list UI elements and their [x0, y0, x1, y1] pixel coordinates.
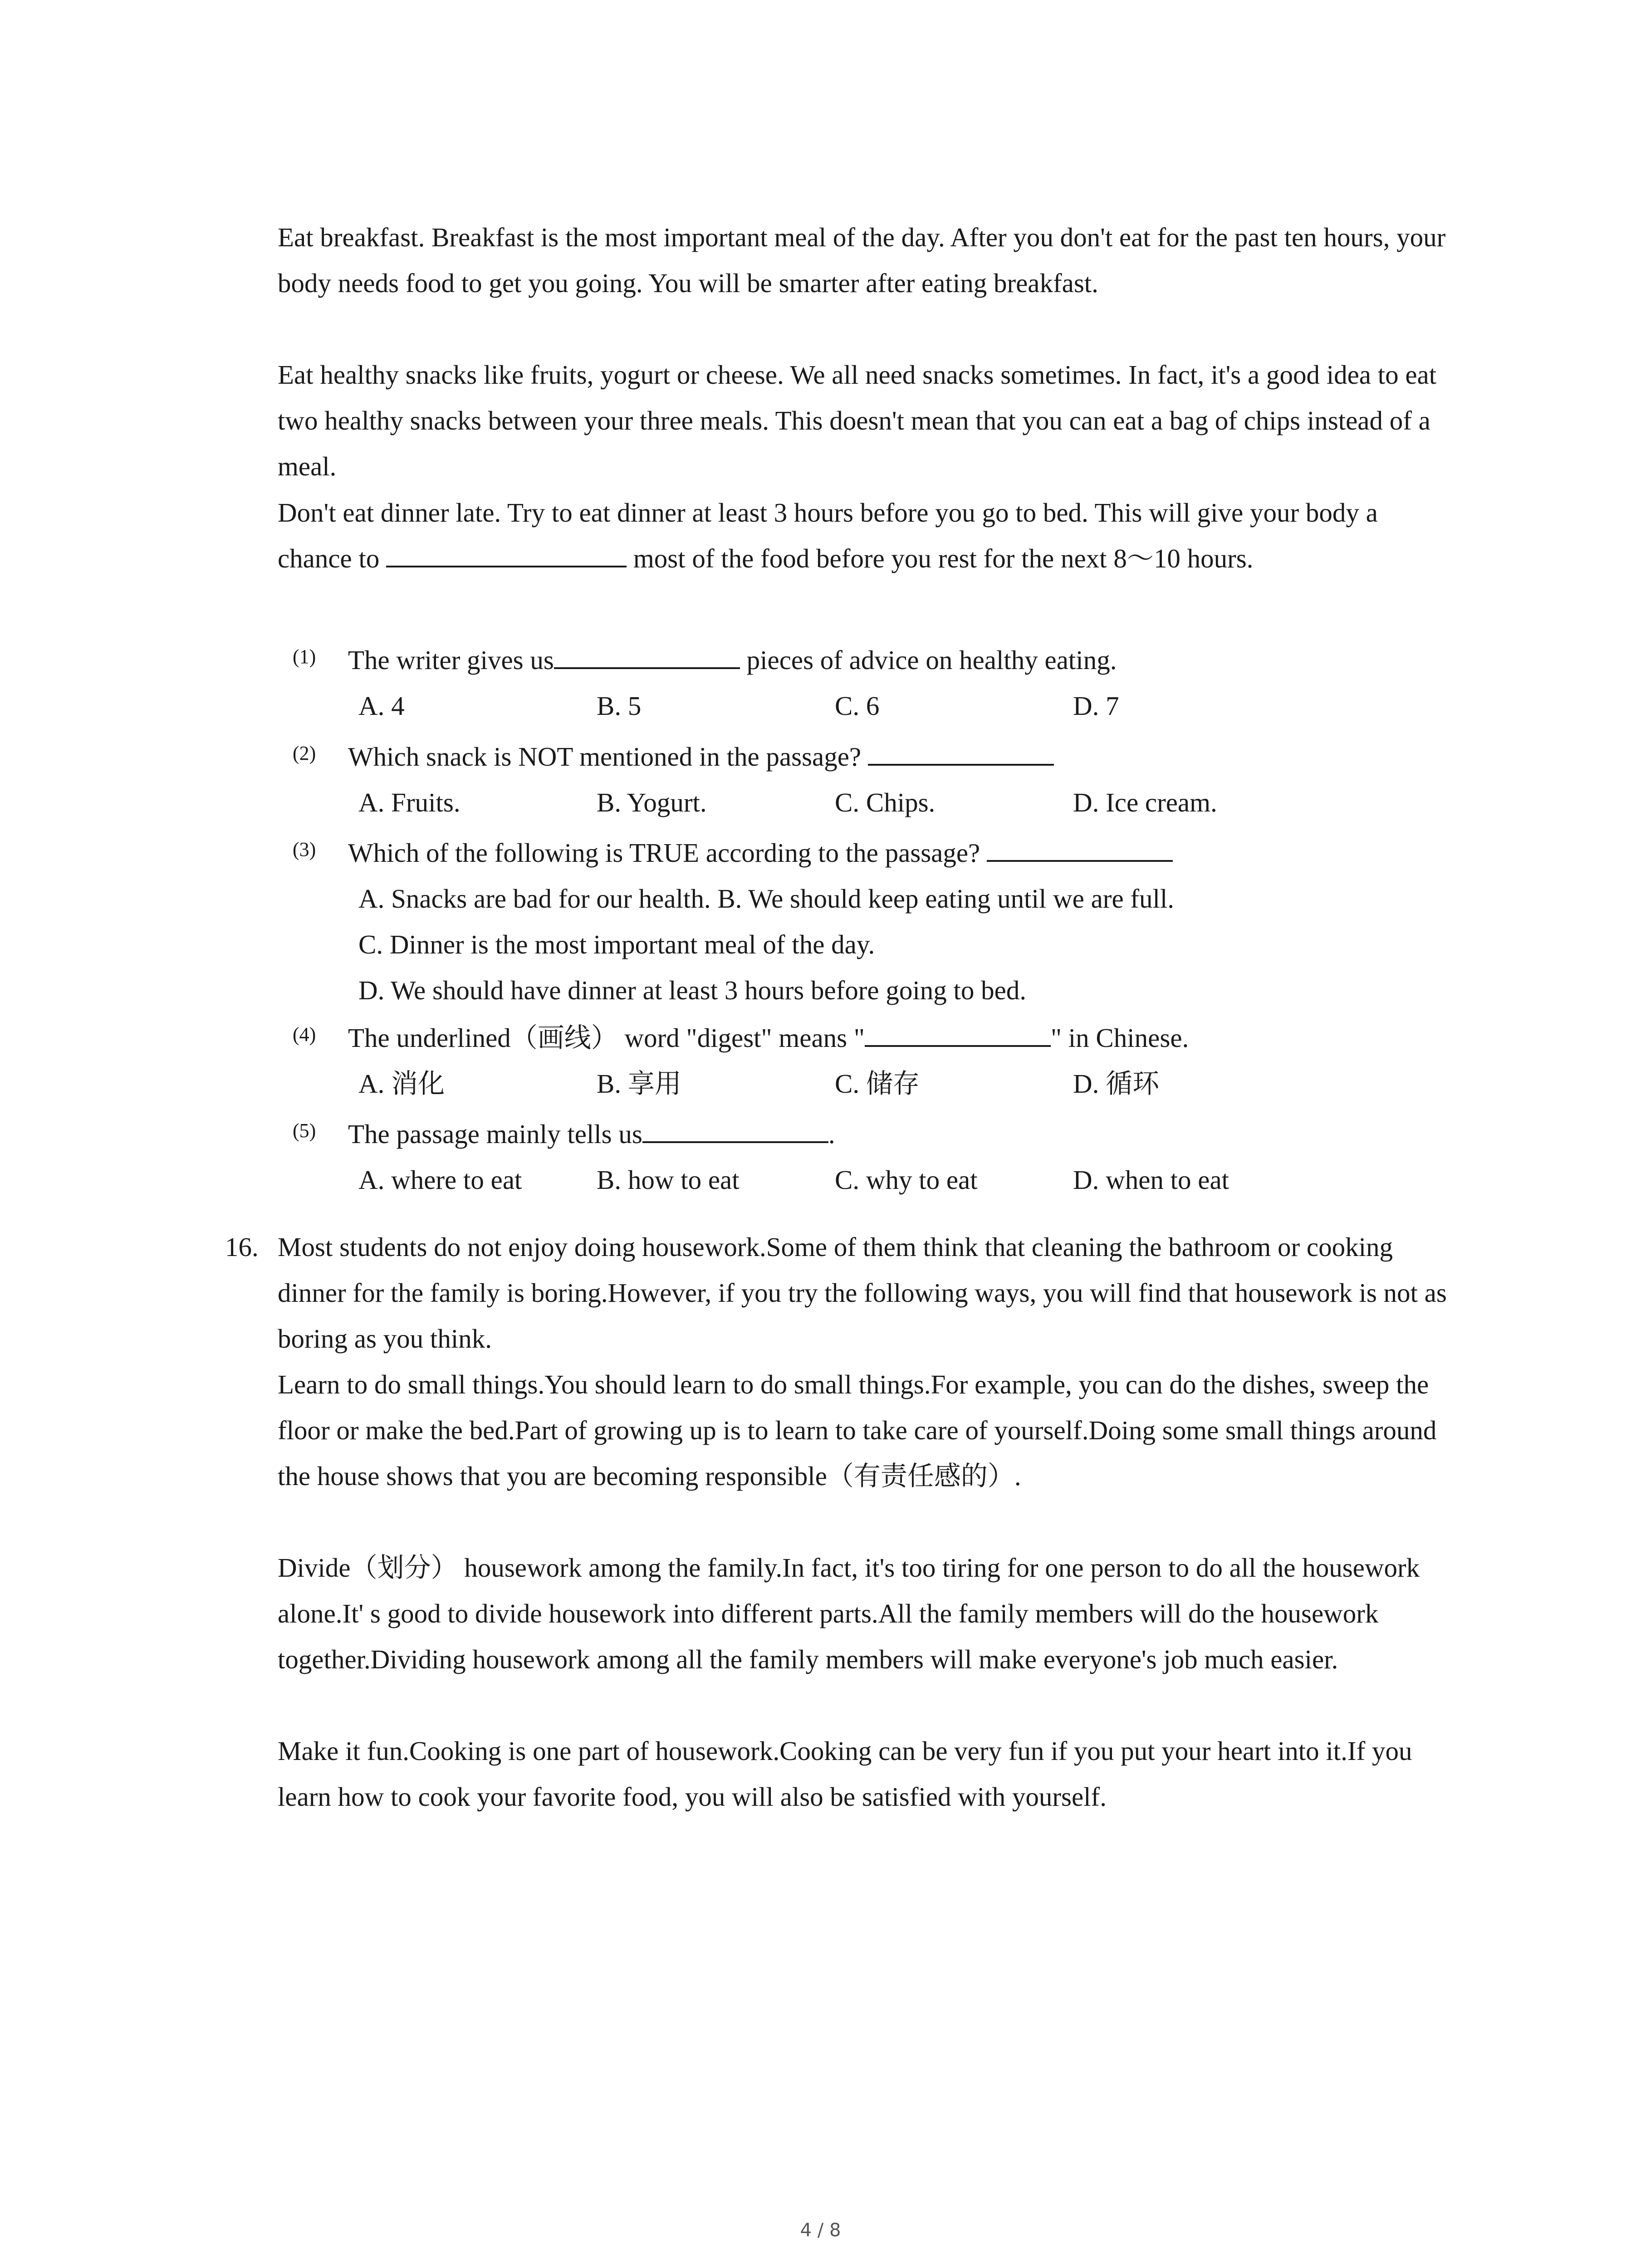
answer-blank[interactable]	[865, 1024, 1051, 1047]
question-text-part: The writer gives us	[348, 645, 554, 675]
option-a[interactable]: A. 消化	[358, 1069, 445, 1099]
option-a[interactable]: A. Fruits.	[358, 787, 460, 817]
passage-paragraph-snacks: Eat healthy snacks like fruits, yogurt or cheese. We all need snacks sometimes. In fact, it's a good idea to eat two healthy snacks between your three meals. This doesn't mean that you can eat a bag of chips instead of a meal.	[278, 360, 1437, 481]
question-text	[348, 1111, 835, 1157]
option-d[interactable]: D. when to eat	[1073, 1165, 1230, 1195]
question-text	[348, 734, 1054, 780]
answer-blank[interactable]	[642, 1120, 828, 1143]
option-d[interactable]: D. Ice cream.	[1073, 787, 1217, 817]
housework-paragraph-fun: Make it fun.Cooking is one part of housework.Cooking can be very fun if you put your heart into it.If you learn how to cook your favorite food, you will also be satisfied with yourself.	[278, 1736, 1412, 1812]
answer-blank[interactable]	[868, 743, 1054, 766]
question-text	[348, 1015, 1189, 1061]
option-c[interactable]: C. why to eat	[835, 1165, 978, 1195]
question-number: (3)	[293, 838, 316, 860]
question-number-16: 16.	[225, 1232, 259, 1262]
option-d[interactable]: D. 7	[1073, 691, 1119, 721]
question-text	[348, 830, 1173, 876]
option-row-c[interactable]: C. Dinner is the most important meal of the day.	[358, 929, 875, 959]
option-d[interactable]: D. 循环	[1073, 1069, 1160, 1099]
question-text-part: Which of the following is TRUE according to the passage?	[348, 838, 987, 868]
question-text-part: " in Chinese.	[1050, 1023, 1189, 1053]
passage-paragraph-dinner	[278, 490, 1457, 582]
option-row-d[interactable]: D. We should have dinner at least 3 hours before going to bed.	[358, 975, 1027, 1005]
option-b[interactable]: B. 5	[597, 691, 642, 721]
option-c[interactable]: C. Chips.	[835, 787, 936, 817]
passage-paragraph-breakfast: Eat breakfast. Breakfast is the most important meal of the day. After you don't eat for the past ten hours, your body needs food to get you going. You will be smarter after eating breakfast.	[278, 222, 1446, 298]
question-text-part: pieces of advice on healthy eating.	[740, 645, 1117, 675]
question-number: (5)	[293, 1119, 316, 1142]
option-c[interactable]: C. 6	[835, 691, 880, 721]
question-text-part: The underlined（画线） word "digest" means "	[348, 1023, 865, 1053]
housework-paragraph-small-things: Learn to do small things.You should learn to do small things.For example, you can do the dishes, sweep the floor or make the bed.Part of growing up is to learn to take care of yourself.Doing some small things around the house shows that you are becoming responsible（有责任感的）.	[278, 1369, 1437, 1491]
option-b[interactable]: B. how to eat	[597, 1165, 740, 1195]
question-text-part: Which snack is NOT mentioned in the passage?	[348, 742, 868, 772]
housework-paragraph-intro: Most students do not enjoy doing housework.Some of them think that cleaning the bathroom or cooking dinner for the family is boring.However, if you try the following ways, you will find that housework is not as boring as you think.	[278, 1232, 1447, 1354]
question-text-part: The passage mainly tells us	[348, 1119, 642, 1149]
option-a[interactable]: A. 4	[358, 691, 405, 721]
passage-text: most of the food before you rest for the next 8～10 hours.	[627, 543, 1254, 573]
question-text-part: .	[828, 1119, 835, 1149]
answer-blank[interactable]	[386, 545, 627, 567]
answer-blank[interactable]	[554, 646, 740, 669]
option-row-ab[interactable]: A. Snacks are bad for our health. B. We should keep eating until we are full.	[358, 884, 1175, 914]
option-c[interactable]: C. 储存	[835, 1069, 920, 1099]
question-text	[348, 637, 1117, 683]
option-b[interactable]: B. Yogurt.	[597, 787, 707, 817]
question-number: (2)	[293, 742, 316, 764]
option-a[interactable]: A. where to eat	[358, 1165, 522, 1195]
passage-text: Don't eat dinner late. Try to eat dinner at least 3 hours before you go to bed. This will give your body a chance to	[278, 498, 1378, 573]
question-number: (1)	[293, 645, 316, 668]
housework-paragraph-divide: Divide（划分） housework among the family.In fact, it's too tiring for one person to do all the housework alone.It' s good to divide housework into different parts.All the family members will do the housework together.Dividing housework among all the family members will make everyone's job much easier.	[278, 1553, 1420, 1674]
answer-blank[interactable]	[987, 839, 1173, 862]
page-number: 4 / 8	[800, 2220, 841, 2241]
question-number: (4)	[293, 1023, 316, 1046]
option-b[interactable]: B. 享用	[597, 1069, 681, 1099]
